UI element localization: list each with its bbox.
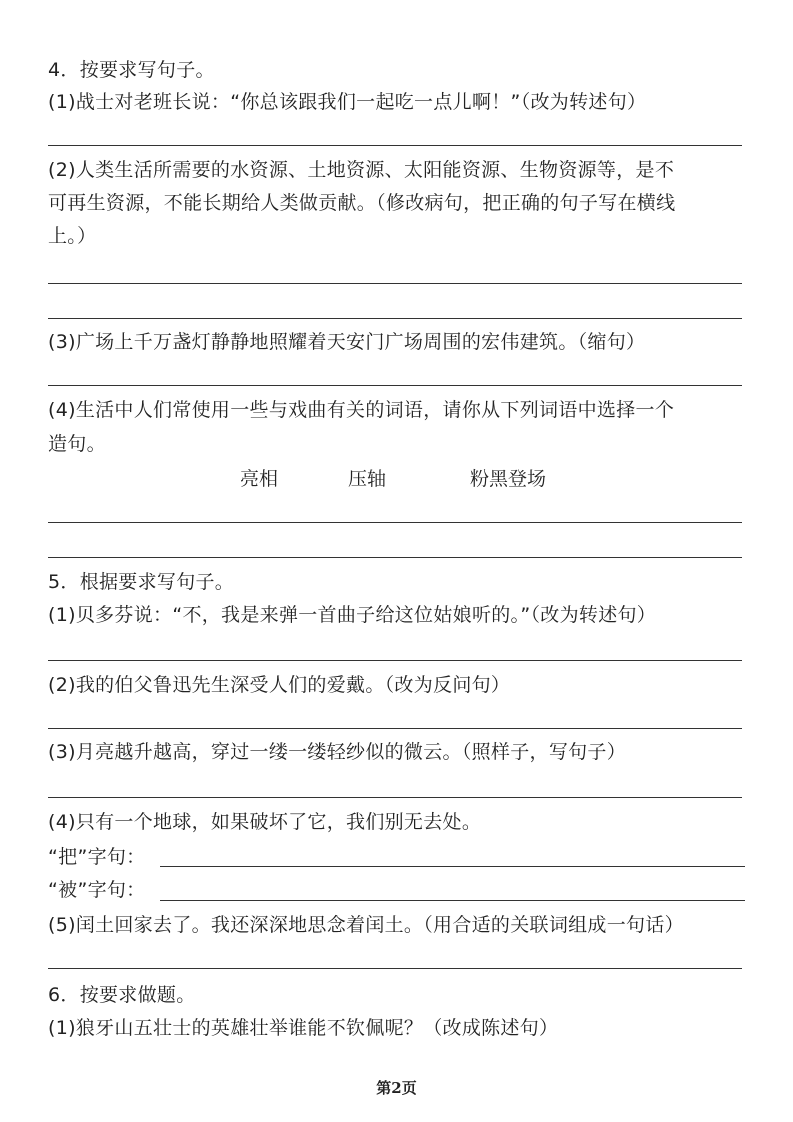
q4-title: 4．按要求写句子。 [48, 59, 215, 81]
answer-line[interactable] [48, 557, 742, 558]
word-option: 亮相 [240, 468, 279, 490]
q6-title: 6．按要求做题。 [48, 984, 196, 1006]
answer-line[interactable] [48, 522, 742, 523]
page-number: 第2页 [376, 1079, 417, 1097]
q5-title: 5．根据要求写句子。 [48, 571, 235, 593]
answer-line[interactable] [48, 968, 742, 969]
answer-line[interactable] [48, 728, 742, 729]
ba-sentence-label: “把”字句： [48, 846, 146, 868]
answer-line[interactable] [48, 318, 742, 319]
q5-s4: (4)只有一个地球，如果破坏了它，我们别无去处。 [48, 811, 482, 833]
ba-answer-line[interactable] [160, 866, 745, 867]
answer-line[interactable] [48, 145, 742, 146]
bei-answer-line[interactable] [160, 900, 745, 901]
q5-s1: (1)贝多芬说：“不，我是来弹一首曲子给这位姑娘听的。”（改为转述句） [48, 604, 657, 626]
q4-s3: (3)广场上千万盏灯静静地照耀着天安门广场周围的宏伟建筑。（缩句） [48, 331, 646, 353]
q4-s2-line3: 上。） [48, 225, 97, 247]
answer-line[interactable] [48, 660, 742, 661]
q4-s1: (1)战士对老班长说：“你总该跟我们一起吃一点儿啊！”（改为转述句） [48, 91, 647, 113]
q6-s1: (1)狼牙山五壮士的英雄壮举谁能不钦佩呢？（改成陈述句） [48, 1017, 559, 1039]
q5-s2: (2)我的伯父鲁迅先生深受人们的爱戴。（改为反问句） [48, 674, 511, 696]
bei-sentence-label: “被”字句： [48, 879, 146, 901]
q4-s2-line1: (2)人类生活所需要的水资源、土地资源、太阳能资源、生物资源等，是不 [48, 159, 675, 181]
answer-line[interactable] [48, 385, 742, 386]
word-option: 粉黑登场 [470, 468, 547, 490]
word-option: 压轴 [348, 468, 387, 490]
q4-s2-line2: 可再生资源，不能长期给人类做贡献。（修改病句，把正确的句子写在横线 [48, 192, 676, 214]
q4-s4-line2: 造句。 [48, 433, 106, 455]
q4-s4-line1: (4)生活中人们常使用一些与戏曲有关的词语，请你从下列词语中选择一个 [48, 399, 675, 421]
q5-s5: (5)闰土回家去了。我还深深地思念着闰土。（用合适的关联词组成一句话） [48, 914, 684, 936]
answer-line[interactable] [48, 283, 742, 284]
q5-s3: (3)月亮越升越高，穿过一缕一缕轻纱似的微云。（照样子，写句子） [48, 741, 627, 763]
answer-line[interactable] [48, 797, 742, 798]
